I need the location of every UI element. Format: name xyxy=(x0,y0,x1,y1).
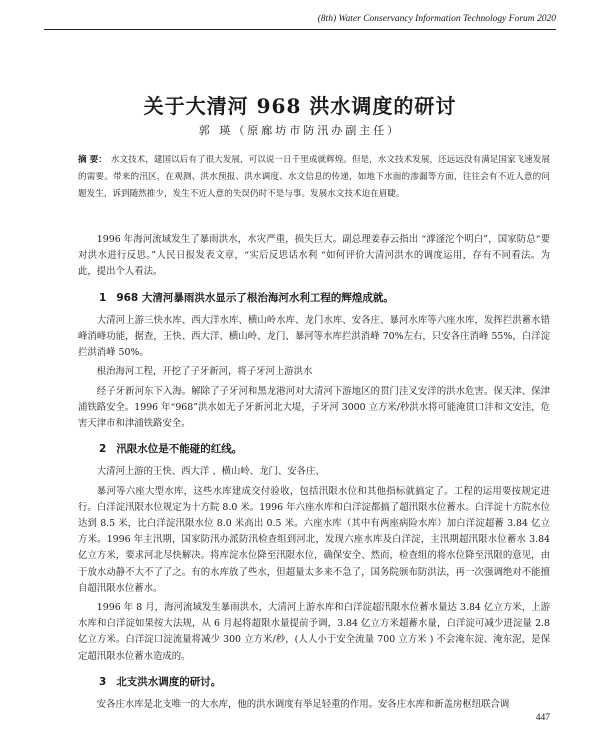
section-title: 汛限水位是不能碰的红线。 xyxy=(116,443,243,456)
paragraph: 暴河等六座大型水库，这些水库建成交付验收，包括汛限水位和其他指标就搞定了。工程的运用要按规定进行。白洋淀汛限水位规定为十方院 8.0 米。1996 年六座水库和白洋淀都搞了超汛限水位蓄水。白洋淀十方院水位达到 8.5 米，比白洋淀汛限水位 8.0 米高出 0.5 米。六座水库（其中有两座病险水库）加白洋淀超蓄 3.84 亿立方米。1996 年主汛期，国家防汛办派防汛检查组到河北，发现六座水库及白洋淀，主汛期超汛限水位蓄水 3.84 亿立方米，要求河北尽快解决。将库淀水位降至汛限水位，确保安全、然而，检查组的将水位降至汛限的意见，由于放水动静不大不了了之。有的水库放了些水，但超量太多来不急了，国务院颁布防洪法，再一次强调绝对不能擅自超汛限水位蓄水。 xyxy=(78,485,550,594)
header-rule xyxy=(44,29,556,30)
section-title: 968 大清河暴雨洪水显示了根治海河水利工程的辉煌成就。 xyxy=(116,291,394,304)
abstract xyxy=(78,152,550,203)
running-header: (8th) Water Conservancy Information Technology Forum 2020 xyxy=(317,14,556,24)
section-heading-2 xyxy=(78,441,550,457)
section-heading-3 xyxy=(78,674,550,690)
paragraph: 根治海河工程，开挖了子牙新河，将子牙河上游洪水 xyxy=(96,366,313,378)
paragraph: 大清河上游三快水库、西大洋水库、横山岭水库、龙门水库、安各庄、暴河水库等六座水库，发挥拦洪蓄水错峰消峰功能，据查，王快、西大洋、横山岭、龙门、暴河等水库拦洪消峰 70%左右，只安各庄消峰 55%，白洋淀拦洪消峰 50%。 xyxy=(78,314,550,359)
paragraph: 经子牙新河东下入海。解除了子牙河和黑龙港河对大清河下游地区的贯门洼叉安洋的洪水危害。保天津、保津浦铁路安全。1996 年“968”洪水如无子牙新河北大堤，子牙河 3000 立方米/秒洪水将可能淹贯口沣和文安洼，危害天津市和津浦铁路安全。 xyxy=(78,385,550,430)
section-heading-1 xyxy=(78,290,550,306)
author-line: 郭 瑛（原廊坊市防汛办副主任） xyxy=(198,124,402,137)
paper-title: 关于大清河 968 洪水调度的研讨 xyxy=(143,94,457,118)
abstract-text: 水文技术，建国以后有了很大发展，可以说一日千里成就辉煌。但是，水文技术发展，还远远没有满足国家飞速发展的需要。带来的汛区，在观测、洪水预报、洪水调度、水文信息的传递，如地下水面的渗漏等方面，往往会有不近人意的问题发生，诉到随然推少，发生不近人意的失误仍时不是与事。发展水文技术迫在眉睫。 xyxy=(78,155,550,199)
section-title: 北支洪水调度的研讨。 xyxy=(116,675,222,688)
section-number: 3 xyxy=(99,675,107,688)
page-number: 447 xyxy=(535,713,550,723)
section-number: 2 xyxy=(99,443,107,456)
intro-paragraph: 1996 年海河流域发生了暴雨洪水，水灾严重，损失巨大。副总理姜春云指出 “滹滏沱个明白”，国家防总“要对洪水进行反思。”人民日报发表文章，“实后反思话水利 “如何评价大清河洪水的调度运用，存有不同看法。为此，提出个人看法。 xyxy=(78,234,550,278)
paragraph: 安各庄水库是北支唯一的大水库，他的洪水调度有举足轻重的作用。安各庄水库和新盖房枢纽联合调 xyxy=(96,699,510,711)
paragraph: 大清河上游的王快、西大洋 、横山岭、龙门、安各庄、 xyxy=(96,466,325,478)
body-text xyxy=(78,232,550,716)
abstract-label: 摘 要： xyxy=(78,155,107,165)
section-number: 1 xyxy=(99,291,107,304)
paragraph: 1996 年 8 月，海河流域发生暴雨洪水，大清河上游水库和白洋淀超汛限水位蓄水量达 3.84 亿立方米，上游水库和白洋淀如果按大法规，从 6 月起将超限水量提前予调，3.84 亿立方米超蓄水量，白洋淀可减少进淀量 2.8 亿立方米。白洋淀口淀流量将减少 300 立方米/秒，(人人小于安全流量 700 立方米 ) 不会淹东淀、淹东泥，是保定超汛限水位蓄水造成的。 xyxy=(78,602,550,662)
